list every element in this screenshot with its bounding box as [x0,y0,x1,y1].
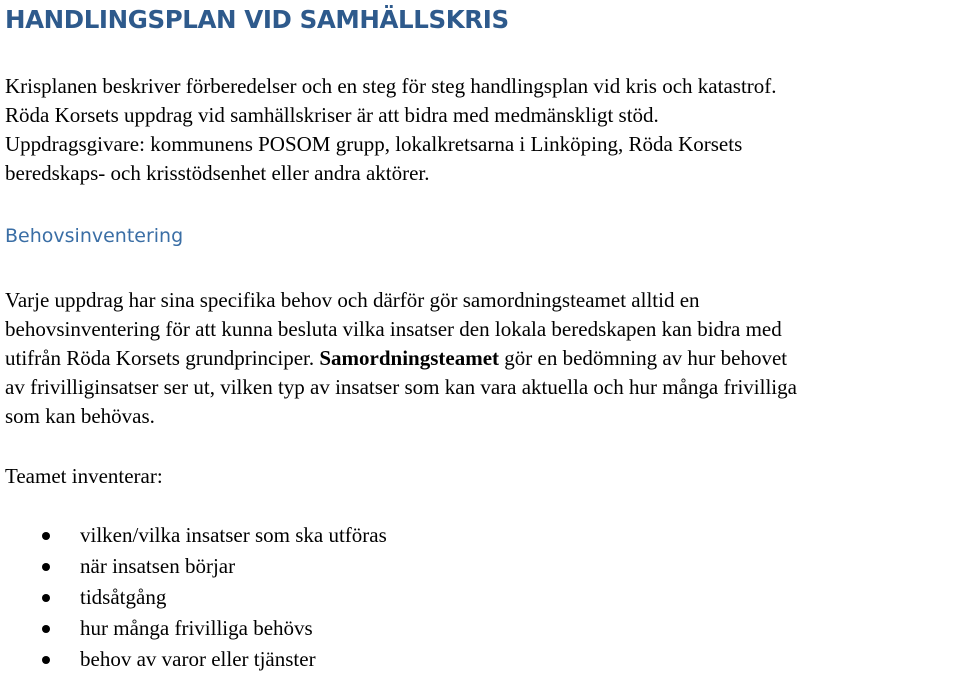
body-line [5,344,957,373]
bullet-icon [42,563,50,571]
body-paragraph [5,286,957,431]
body-line: Varje uppdrag har sina specifika behov och därför gör samordningsteamet alltid en [5,288,700,312]
list-item-text: hur många frivilliga behövs [80,616,313,640]
team-label-text: Teamet inventerar: [5,464,163,488]
intro-line: beredskaps- och krisstödsenhet eller andra aktörer. [5,161,430,185]
list-item-text: tidsåtgång [80,585,167,609]
body-line: behovsinventering för att kunna besluta vilka insatser den lokala beredskapen kan bidra med [5,317,782,341]
team-label [5,462,957,491]
body-line: av frivilliginsatser ser ut, vilken typ av insatser som kan vara aktuella och hur många frivilliga [5,375,797,399]
intro-line: Krisplanen beskriver förberedelser och en steg för steg handlingsplan vid kris och katastrof. [5,74,777,98]
bullet-list [0,520,387,675]
list-item [0,613,387,644]
list-item [0,582,387,613]
bullet-icon [42,625,50,633]
bullet-icon [42,594,50,602]
bullet-icon [42,656,50,664]
list-item [0,551,387,582]
list-item-text: behov av varor eller tjänster [80,647,316,671]
intro-line: Uppdragsgivare: kommunens POSOM grupp, lokalkretsarna i Linköping, Röda Korsets [5,132,743,156]
list-item-text: vilken/vilka insatser som ska utföras [80,523,387,547]
list-item [0,520,387,551]
intro-line: Röda Korsets uppdrag vid samhällskriser är att bidra med medmänskligt stöd. [5,103,659,127]
bullet-icon [42,532,50,540]
intro-paragraph [5,72,957,188]
body-line: som kan behövas. [5,404,155,428]
list-item [0,644,387,675]
list-item-text: när insatsen börjar [80,554,236,578]
bold-term: Samordningsteamet [319,346,500,370]
section-heading: Behovsinventering [5,225,184,247]
body-text: gör en bedömning av hur behovet [499,346,788,370]
page-title: HANDLINGSPLAN VID SAMHÄLLSKRIS [5,5,509,34]
body-text: utifrån Röda Korsets grundprinciper. [5,346,320,370]
